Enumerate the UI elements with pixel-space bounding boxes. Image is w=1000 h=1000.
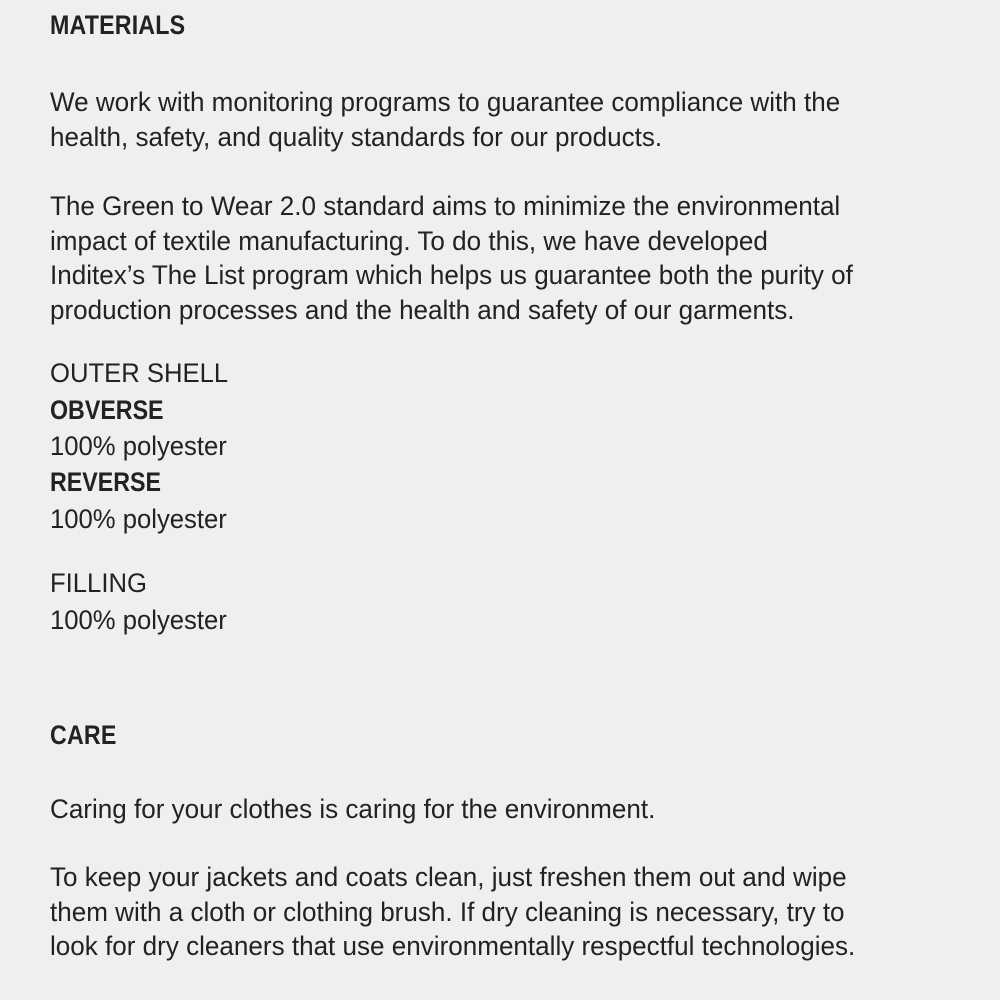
outer-shell-label: OUTER SHELL bbox=[50, 358, 229, 388]
paragraph-line: The Green to Wear 2.0 standard aims to minimize the environmental bbox=[50, 191, 841, 221]
reverse-label: REVERSE bbox=[50, 467, 161, 497]
paragraph-line: look for dry cleaners that use environmentally respectful technologies. bbox=[50, 931, 856, 961]
care-paragraph-intro: Caring for your clothes is caring for the environment. bbox=[50, 794, 656, 824]
reverse-composition: 100% polyester bbox=[50, 504, 227, 534]
materials-heading: MATERIALS bbox=[50, 10, 186, 40]
materials-paragraph-monitoring bbox=[50, 85, 947, 154]
care-paragraph-cleaning bbox=[50, 860, 947, 964]
paragraph-line: To keep your jackets and coats clean, just freshen them out and wipe bbox=[50, 862, 847, 892]
paragraph-line: impact of textile manufacturing. To do this, we have developed bbox=[50, 225, 768, 256]
filling-composition: 100% polyester bbox=[50, 605, 227, 635]
obverse-composition: 100% polyester bbox=[50, 431, 227, 461]
paragraph-line: production processes and the health and safety of our garments. bbox=[50, 294, 795, 325]
materials-paragraph-green-to-wear bbox=[50, 189, 947, 327]
filling-label: FILLING bbox=[50, 568, 147, 598]
care-heading: CARE bbox=[50, 720, 117, 750]
paragraph-line: them with a cloth or clothing brush. If dry cleaning is necessary, try to bbox=[50, 896, 845, 927]
paragraph-line: We work with monitoring programs to guarantee compliance with the bbox=[50, 87, 841, 117]
obverse-label: OBVERSE bbox=[50, 395, 164, 425]
paragraph-line: Inditex’s The List program which helps us guarantee both the purity of bbox=[50, 260, 853, 290]
paragraph-line: health, safety, and quality standards for our products. bbox=[50, 121, 663, 152]
